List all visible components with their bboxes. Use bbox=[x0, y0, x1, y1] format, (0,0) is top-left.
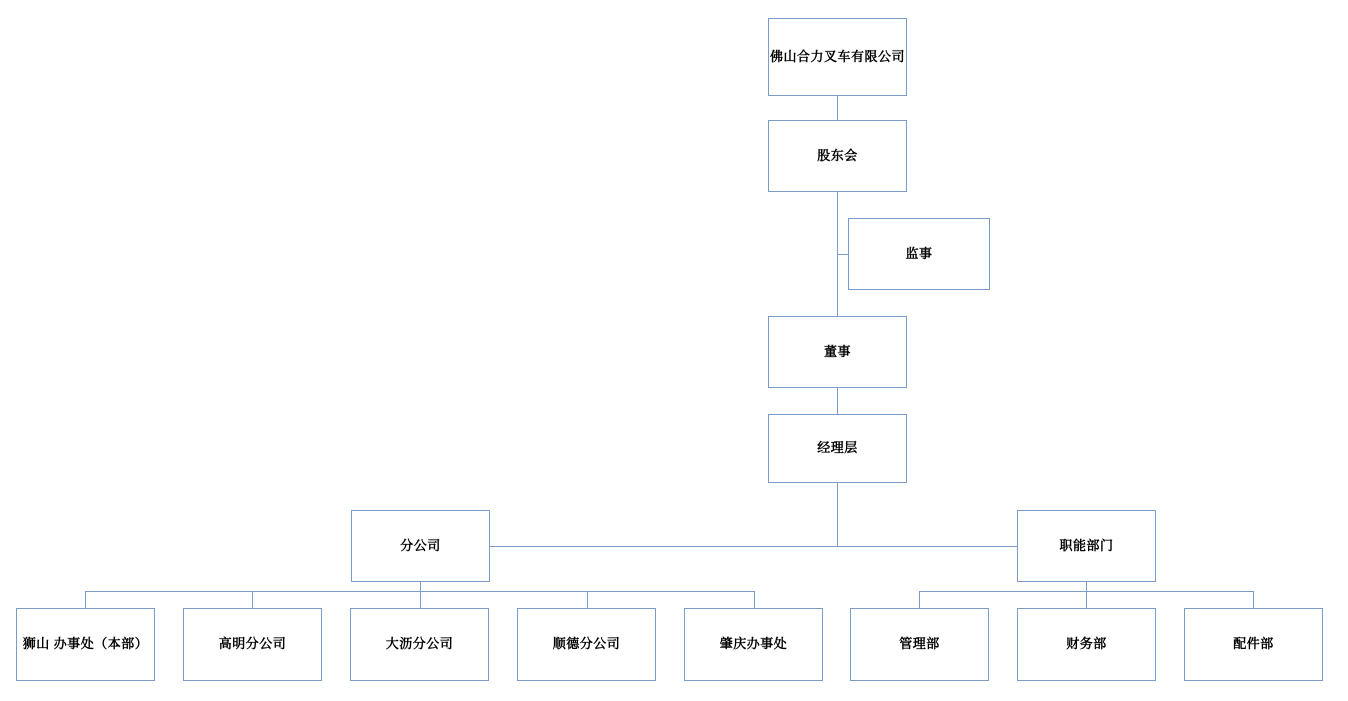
org-node-caiwu[interactable] bbox=[1017, 608, 1156, 681]
org-node-gaoming[interactable] bbox=[183, 608, 322, 681]
org-node-management[interactable] bbox=[768, 414, 907, 483]
org-node-functions[interactable] bbox=[1017, 510, 1156, 582]
org-node-dali[interactable] bbox=[350, 608, 489, 681]
org-node-label: 高明分公司 bbox=[218, 636, 287, 652]
org-node-label: 股东会 bbox=[817, 147, 858, 163]
org-node-label: 经理层 bbox=[817, 440, 858, 456]
connector-branch-2-drop bbox=[252, 591, 253, 608]
org-node-label: 财务部 bbox=[1066, 636, 1107, 652]
org-node-supervisor[interactable] bbox=[848, 218, 990, 290]
connector-dept-2-drop bbox=[1086, 591, 1087, 608]
connector-branch-5-drop bbox=[754, 591, 755, 608]
org-node-zhaoqing[interactable] bbox=[684, 608, 823, 681]
connector-company-to-shareholders bbox=[837, 96, 838, 120]
org-node-label: 管理部 bbox=[899, 636, 940, 652]
org-node-branches[interactable] bbox=[351, 510, 490, 582]
org-node-shunde[interactable] bbox=[517, 608, 656, 681]
connector-branch-1-drop bbox=[85, 591, 86, 608]
connector-level3-bus bbox=[420, 546, 1017, 547]
connector-branches-drop bbox=[420, 582, 421, 591]
connector-branch-3-drop bbox=[420, 591, 421, 608]
org-node-label: 董事 bbox=[823, 343, 851, 359]
connector-director-to-management bbox=[837, 388, 838, 414]
org-node-label: 肇庆办事处 bbox=[719, 636, 788, 652]
org-node-label: 职能部门 bbox=[1059, 537, 1114, 553]
org-node-label: 配件部 bbox=[1233, 636, 1274, 652]
connector-dept-3-drop bbox=[1253, 591, 1254, 608]
org-node-director[interactable] bbox=[768, 316, 907, 388]
org-node-shareholders[interactable] bbox=[768, 120, 907, 192]
org-node-label: 大沥分公司 bbox=[385, 636, 454, 652]
org-node-peijian[interactable] bbox=[1184, 608, 1323, 681]
org-node-label: 狮山 办事处（本部） bbox=[22, 636, 149, 652]
connector-shareholders-to-supervisor bbox=[837, 254, 848, 255]
org-node-label: 顺德分公司 bbox=[552, 636, 621, 652]
connector-dept-1-drop bbox=[919, 591, 920, 608]
org-node-label: 监事 bbox=[905, 245, 933, 261]
org-node-company[interactable] bbox=[768, 18, 907, 96]
org-node-guanli[interactable] bbox=[850, 608, 989, 681]
connector-functions-drop bbox=[1086, 582, 1087, 591]
org-node-shishan[interactable] bbox=[16, 608, 155, 681]
connector-management-to-bus bbox=[837, 483, 838, 546]
org-node-label: 分公司 bbox=[400, 537, 441, 553]
connector-branch-4-drop bbox=[587, 591, 588, 608]
org-node-label: 佛山合力叉车有限公司 bbox=[770, 48, 906, 64]
